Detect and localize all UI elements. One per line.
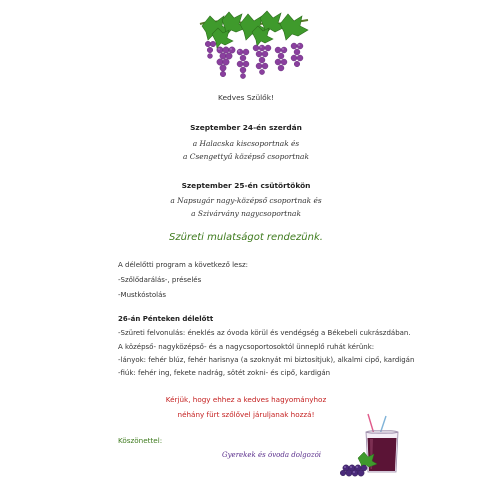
program-item-1: -Szőlődarálás-, préselés <box>118 276 202 284</box>
friday-line-4: -fiúk: fehér ing, fekete nadrág, sötét zokni- és cipő, kardigán <box>118 369 331 377</box>
friday-line-2: A középső- nagyközépső- és a nagycsoportosoktól ünneplő ruhát kérünk: <box>118 343 375 351</box>
day1-date: Szeptember 24-én szerdán <box>190 123 302 132</box>
juice-glass-icon <box>340 412 410 478</box>
program-item-2: -Mustkóstolás <box>118 291 167 299</box>
program-intro: A délelőtti program a következő lesz: <box>118 261 249 269</box>
thanks-text: Köszönettel: <box>118 436 163 445</box>
headline: Szüreti mulatságot rendezünk. <box>169 232 323 243</box>
day2-date: Szeptember 25-én csütörtökön <box>181 181 311 190</box>
day2-group-line2: a Szivárvány nagycsoportnak <box>191 209 301 218</box>
request-line-2: néhány fürt szőlővel járuljanak hozzá! <box>177 410 315 419</box>
day1-group-line2: a Csengettyű középső csoportnak <box>183 152 309 161</box>
day2-group-line1: a Napsugár nagy-középső csoportnak és <box>170 196 322 205</box>
request-line-1: Kérjük, hogy ehhez a kedves hagyományhoz <box>165 395 327 404</box>
friday-line-1: -Szüreti felvonulás: éneklés az óvoda körül és vendégség a Békebeli cukrászdában. <box>118 329 411 337</box>
grapes-icon <box>196 10 312 82</box>
signature: Gyerekek és óvoda dolgozói <box>222 451 322 459</box>
greeting: Kedves Szülők! <box>218 93 274 102</box>
friday-line-3: -lányok: fehér blúz, fehér harisnya (a szoknyát mi biztosítjuk), alkalmi cipő, kardigán <box>118 356 415 364</box>
day1-group-line1: a Halacska kiscsoportnak és <box>192 139 300 148</box>
friday-title: 26-án Pénteken délelőtt <box>118 315 214 323</box>
